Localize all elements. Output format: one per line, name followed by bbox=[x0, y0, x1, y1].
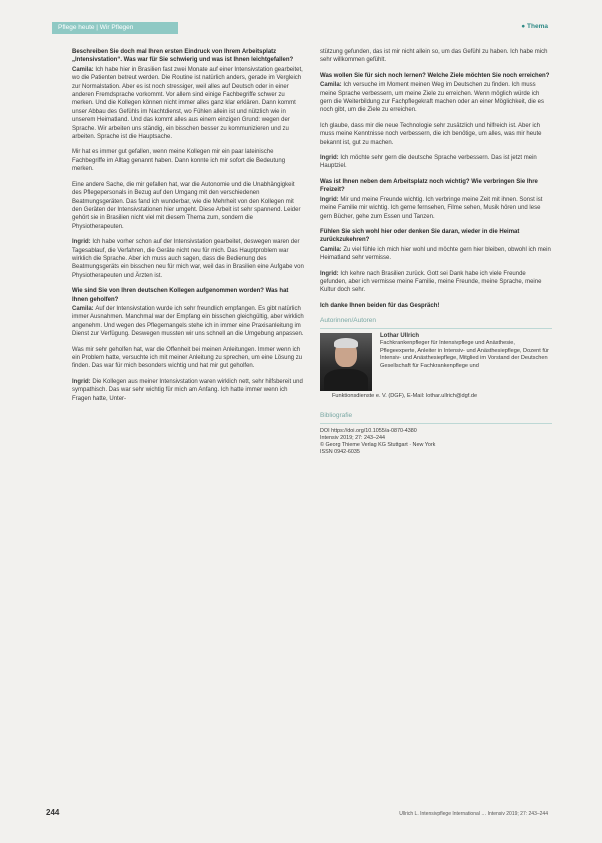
answer-text: Mir hat es immer gut gefallen, wenn meine Kollegen mir ein paar lateinische Fachbegriffe im Alltag genannt haben. Dann konnte ich mir sofort die Bedeutung merken. bbox=[72, 149, 286, 173]
author-bio-text: Fachkrankenpfleger für Intensivpflege und Anästhesie, Pflegeexperte, Anleiter in Intensiv- und Anästhesiepflege, Dozent für Intensiv- und Anästhesiepflege, Mitglied im Vorstand der Deutschen Gesellschaft für Fachkrankenpflege und bbox=[380, 340, 549, 369]
author-bio bbox=[380, 333, 552, 391]
bibliography-line: © Georg Thieme Verlag KG Stuttgart · New York bbox=[320, 441, 436, 448]
interview-question: Beschreiben Sie doch mal Ihren ersten Eindruck von Ihrem Arbeitsplatz „Intensivstation“. Was war für Sie schwierig und was ist Ihnen leichtgefallen? bbox=[72, 49, 294, 64]
answer-text: Ich habe vorher schon auf der Intensivstation gearbeitet, deswegen waren der Tagesablauf, die Verfahren, die Geräte nicht neu für mich. Das Hauptproblem war wirklich die Sprache. Aber ich muss auch sagen, dass die Bedienung des Beatmungsgeräts ein bisschen neu für mich war, weil das in Brasilien eine Aufgabe von Physiotherapeuten und Ärzten ist. bbox=[72, 239, 304, 279]
interview-answer bbox=[72, 181, 304, 231]
answer-text: Ich versuche im Moment meinen Weg im Deutschen zu finden. Ich muss meine Sprache verbessern, um meine Ziele zu erreichen. Wenn möglich würde ich gern die Weiterbildung zur Fachpflegekraft machen oder an einer Möglichkeit, die es noch gibt, um die Ziele zu erreichen. bbox=[320, 82, 545, 114]
interview-question: Was wollen Sie für sich noch lernen? Welche Ziele möchten Sie noch erreichen? bbox=[320, 72, 550, 79]
interview-question: Wie sind Sie von Ihren deutschen Kollegen aufgenommen worden? Was hat Ihnen geholfen? bbox=[72, 288, 289, 303]
bibliography-line: DOI https://doi.org/10.1055/a-0870-4380 bbox=[320, 427, 417, 434]
bibliography-line: ISSN 0942-6035 bbox=[320, 449, 360, 456]
topic-label bbox=[521, 23, 548, 30]
interview-answer bbox=[320, 246, 552, 263]
circle-icon: ● bbox=[521, 23, 526, 30]
bibliography-line: Intensiv 2019; 27: 243–244 bbox=[320, 434, 386, 441]
author-photo bbox=[320, 333, 372, 391]
answer-text: Ich möchte sehr gern die deutsche Sprache verbessern. Das ist jetzt mein Hauptziel. bbox=[320, 155, 537, 170]
left-column bbox=[72, 48, 304, 410]
speaker-name: Camila: bbox=[72, 66, 96, 73]
interview-answer bbox=[72, 238, 304, 280]
closing-line: Ich danke Ihnen beiden für das Gespräch! bbox=[320, 302, 440, 309]
interview-answer bbox=[320, 48, 552, 65]
speaker-name: Camila: bbox=[320, 246, 344, 253]
answer-text: Die Kollegen aus meiner Intensivstation waren wirklich nett, sehr hilfsbereit und sympathisch. Das war sehr wichtig für mich am Anfang. Ich hatte immer wenn ich Fragen hatte, Unter- bbox=[72, 378, 303, 402]
interview-answer bbox=[72, 378, 304, 403]
answer-text: Ich habe hier in Brasilien fast zwei Monate auf einer Intensivstation gearbeitet, wo die Patienten betreut werden. Die Routine ist natürlich anders, gerade im Vergleich zur Normalstation. Aber es ist noch stressiger, weil alles auf Deutsch oder in einer anderen Fremdsprache vorkommt. Vor allem sind einige Fachbegriffe schwer zu merken. Und die Kollegen können nicht immer alles ganz klar erklären. Dann kommt unser Abbau des Gefühls im Nachtdienst, wo Fühlen allein ist und nützlich wie in unserem Heimatland. Und das kommt alles aus einem einzigen Grund: wegen der Sprache. Wir arbeiten uns ständig, ein bisschen besser zu kommunizieren und zu arbeiten. Sprache ist die Hauptsache. bbox=[72, 66, 303, 141]
speaker-name: Ingrid: bbox=[320, 155, 341, 162]
answer-text: Zu viel fühle ich mich hier wohl und möchte gern hier bleiben, obwohl ich mein Heimatland sehr vermisse. bbox=[320, 246, 551, 262]
footer-reference: Ullrich L. Intensivpflege International … Intensiv 2019; 27: 243–244 bbox=[399, 811, 548, 817]
page-number: 244 bbox=[46, 808, 60, 817]
section-header: Pflege heute | Wir Pflegen bbox=[52, 22, 178, 34]
bibliography-label: Bibliografie bbox=[320, 412, 552, 423]
interview-answer bbox=[320, 122, 552, 147]
interview-answer bbox=[320, 196, 552, 221]
interview-answer bbox=[72, 346, 304, 371]
interview-answer bbox=[320, 270, 552, 295]
speaker-name: Ingrid: bbox=[72, 239, 93, 246]
interview-answer bbox=[320, 81, 552, 115]
speaker-name: Camila: bbox=[72, 305, 96, 312]
answer-text: Ich glaube, dass mir die neue Technologie sehr zusätzlich und hilfreich ist. Aber ich muss meine Kenntnisse noch verbessern, die ich benötige, um alles, was mir heute bekannt ist, gut zu machen. bbox=[320, 122, 542, 146]
speaker-name: Ingrid: bbox=[320, 196, 341, 203]
speaker-name: Ingrid: bbox=[320, 270, 341, 277]
author-name: Lothar Ullrich bbox=[380, 332, 420, 339]
answer-text: Mir und meine Freunde wichtig. Ich verbringe meine Zeit mit ihnen. Sonst ist meine Familie mir wichtig. Ich gerne fernsehen, Filme sehen, Musik hören und lese gern Bücher, gehe zum Essen und Tanzen. bbox=[320, 196, 543, 220]
answer-text: Auf der Intensivstation wurde ich sehr freundlich empfangen. Es gibt natürlich immer Ausnahmen. Manchmal war der Empfang ein bisschen gleichgültig, aber wirklich angenehm. Und wegen des Pflegemangels stehe ich in immer eine Praxisanleitung im Dienst zur Verfügung. Deswegen mussten wir uns schnell an die Umgebung anpassen. bbox=[72, 305, 304, 338]
answer-text: Ich kehre nach Brasilien zurück. Gott sei Dank habe ich viele Freunde gefunden, aber ich vermisse meine Familie, meine Freunde, meine Sprache, meine Kultur doch sehr. bbox=[320, 270, 542, 294]
speaker-name: Ingrid: bbox=[72, 378, 93, 385]
answer-text: Eine andere Sache, die mir gefallen hat, war die Autonomie und die Unabhängigkeit des Pflegepersonals in Bezug auf den Umgang mit den verschiedenen Beatmungsgeräten. Das fand ich wunderbar, wie die Mehrheit von den Kollegen mit den Geräten der Intensivstationen hier umgeht. Diese Arbeit ist sehr spannend. Leider gehört sie in Brasilien nicht viel mit diesem Thema zum, sondern die Physiotherapeuten. bbox=[72, 181, 301, 230]
answer-text: stützung gefunden, das ist mir nicht allein so, um das Gefühl zu haben. Ich habe mich sehr willkommen gefühlt. bbox=[320, 49, 548, 64]
interview-answer bbox=[72, 148, 304, 173]
interview-question: Fühlen Sie sich wohl hier oder denken Sie daran, wieder in die Heimat zurückzukehren? bbox=[320, 228, 520, 244]
right-column-text bbox=[320, 48, 552, 310]
author-section-label: Autorinnen/Autoren bbox=[320, 317, 552, 328]
interview-answer bbox=[72, 66, 304, 142]
bibliography bbox=[320, 428, 552, 457]
interview-answer bbox=[320, 154, 552, 171]
speaker-name: Camila: bbox=[320, 82, 344, 89]
interview-question: Was ist Ihnen neben dem Arbeitsplatz noch wichtig? Wie verbringen Sie Ihre Freizeit? bbox=[320, 178, 538, 194]
interview-answer bbox=[72, 305, 304, 339]
answer-text: Was mir sehr geholfen hat, war die Offenheit bei meinen Anleitungen. Immer wenn ich ein Problem hatte, versuchte ich mit meiner Anleitung zu sprechen, um eine Lösung zu finden. Das war für mich besonders wichtig und hat mir gut geholfen. bbox=[72, 346, 303, 370]
author-box bbox=[320, 333, 552, 391]
author-bio-continued: Funktionsdienste e. V. (DGF), E-Mail: lothar.ullrich@dgf.de bbox=[332, 392, 478, 399]
topic-text: Thema bbox=[527, 23, 548, 30]
right-column bbox=[320, 48, 552, 456]
